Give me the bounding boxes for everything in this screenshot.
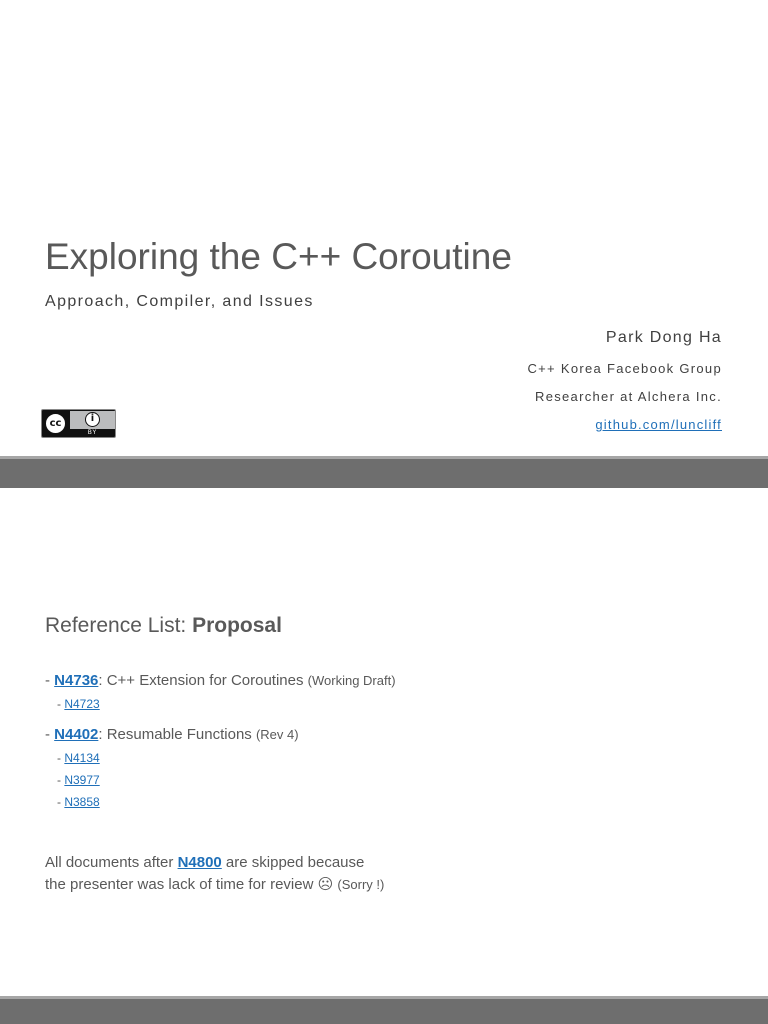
reference-title-bold: Proposal — [192, 614, 282, 637]
list-subitem — [45, 693, 396, 715]
proposal-note: (Working Draft) — [307, 673, 396, 688]
skip-note — [45, 852, 384, 896]
cc-icon: cc — [44, 412, 67, 435]
list-subitem — [45, 769, 396, 791]
proposal-desc: : C++ Extension for Coroutines — [98, 672, 308, 689]
skip-note-line1 — [45, 852, 384, 874]
presentation-title: Exploring the C++ Coroutine — [45, 236, 512, 277]
proposal-link-n4402[interactable]: N4402 — [54, 726, 99, 743]
proposal-desc: : Resumable Functions — [98, 726, 256, 743]
github-link[interactable]: github.com/luncliff — [595, 417, 722, 432]
note-text: All documents after — [45, 854, 178, 871]
affiliation-company: Researcher at Alchera Inc. — [535, 389, 722, 404]
author-name: Park Dong Ha — [605, 329, 722, 346]
list-dash: - — [57, 773, 65, 787]
proposal-link-n4134[interactable]: N4134 — [64, 751, 100, 765]
list-subitem — [45, 747, 396, 769]
skip-note-line2 — [45, 874, 384, 896]
proposal-link-n3977[interactable]: N3977 — [64, 773, 100, 787]
note-text: the presenter was lack of time for review ☹ — [45, 876, 338, 893]
cc-by-license-badge — [41, 409, 116, 438]
proposal-link-n4800[interactable]: N4800 — [177, 854, 222, 871]
by-label: BY — [87, 429, 98, 436]
proposal-list — [45, 669, 396, 813]
list-dash: - — [57, 697, 65, 711]
list-item — [45, 669, 396, 693]
attribution-icon: i — [85, 412, 100, 427]
note-sorry: (Sorry !) — [337, 877, 385, 892]
title-slide — [0, 0, 768, 456]
proposal-link-n4723[interactable]: N4723 — [64, 697, 100, 711]
presentation-subtitle: Approach, Compiler, and Issues — [45, 293, 314, 310]
proposal-link-n3858[interactable]: N3858 — [64, 795, 100, 809]
note-text: are skipped because — [221, 854, 365, 871]
slide-separator — [0, 456, 768, 488]
list-dash: - — [57, 795, 65, 809]
affiliation-group: C++ Korea Facebook Group — [527, 361, 722, 376]
proposal-note: (Rev 4) — [255, 727, 299, 742]
list-dash: - — [45, 726, 55, 743]
list-item — [45, 723, 396, 747]
author-block — [527, 326, 722, 439]
list-dash: - — [45, 672, 55, 689]
proposal-link-n4736[interactable]: N4736 — [54, 672, 99, 689]
list-subitem — [45, 791, 396, 813]
list-dash: - — [57, 751, 65, 765]
slide-separator — [0, 996, 768, 1024]
reference-title-regular: Reference List: — [45, 614, 193, 637]
reference-title — [45, 614, 282, 638]
